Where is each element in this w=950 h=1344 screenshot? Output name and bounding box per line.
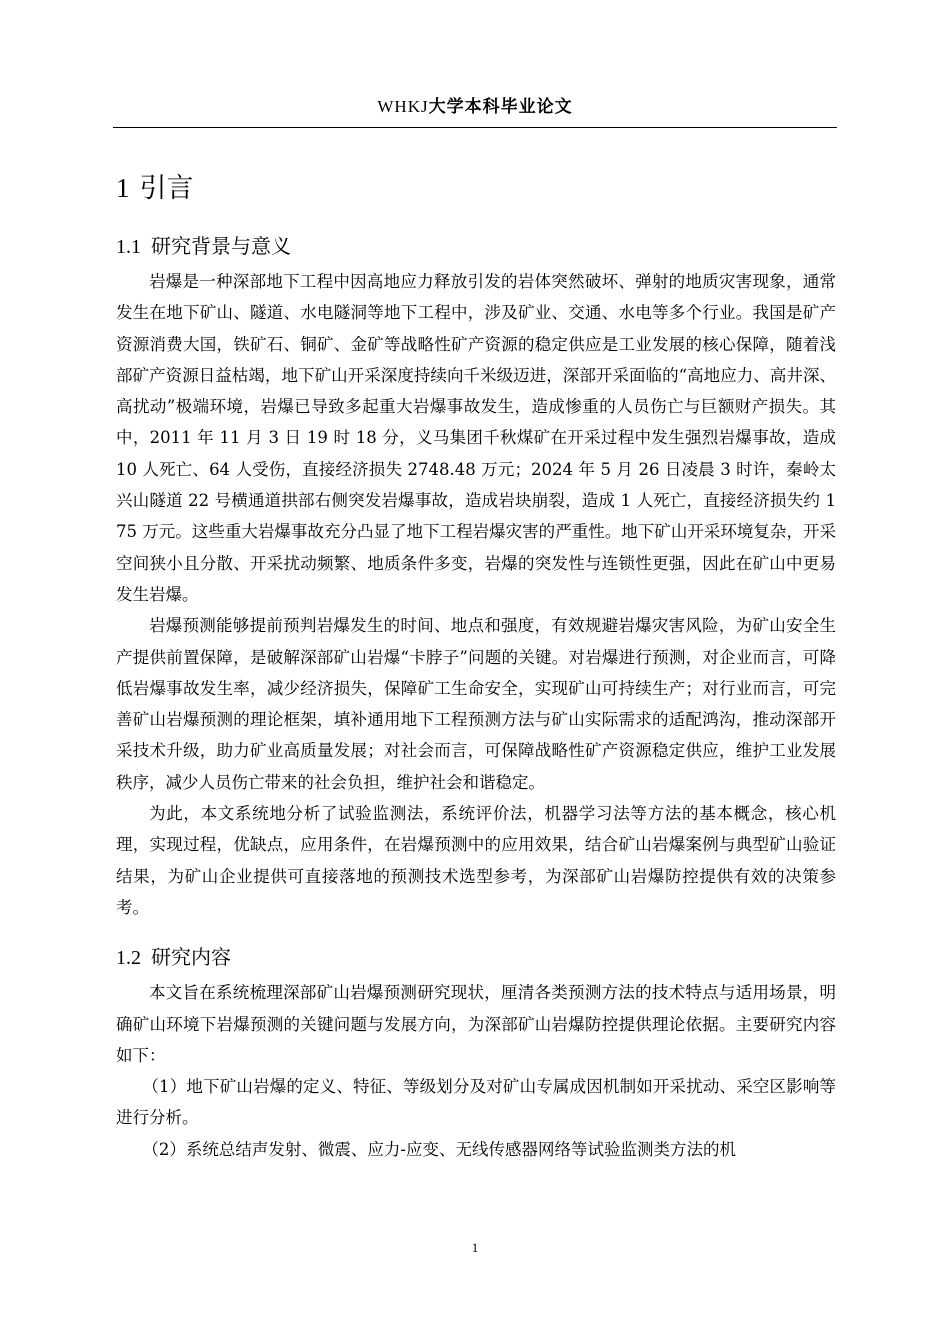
header-divider [113, 127, 837, 128]
paragraph-background: 岩爆是一种深部地下工程中因高地应力释放引发的岩体突然破坏、弹射的地质灾害现象，通常发生在地下矿山、隧道、水电隧洞等地下工程中，涉及矿业、交通、水电等多个行业。我国是矿产资源消费大国，铁矿石、铜矿、金矿等战略性矿产资源的稳定供应是工业发展的核心保障，随着浅部矿产资源日益枯竭，地下矿山开采深度持续向千米级迈进，深部开采面临的“高地应力、高井深、高扰动”极端环境，岩爆已导致多起重大岩爆事故发生，造成惨重的人员伤亡与巨额财产损失。其中，2011 年 11 月 3 日 19 时 18 分，义马集团千秋煤矿在开采过程中发生强烈岩爆事故，造成 10 人死亡、64 人受伤，直接经济损失 2748.48 万元；2024 年 5 月 26 日凌晨 3 时许，秦岭太兴山隧道 22 号横通道拱部右侧突发岩爆事故，造成岩块崩裂，造成 1 人死亡，直接经济损失约 175 万元。这些重大岩爆事故充分凸显了地下工程岩爆灾害的严重性。地下矿山开采环境复杂，开采空间狭小且分散、开采扰动频繁、地质条件多变，岩爆的突发性与连锁性更强，因此在矿山中更易发生岩爆。 [116, 272, 836, 604]
header-thesis-label: 大学本科毕业论文 [428, 97, 573, 117]
page-number: 1 [471, 1240, 479, 1255]
list-item: （2）系统总结声发射、微震、应力-应变、无线传感器网络等试验监测类方法的机 [142, 1139, 736, 1159]
section-number: 1.1 [116, 236, 141, 258]
paragraph-purpose: 为此，本文系统地分析了试验监测法，系统评价法，机器学习法等方法的基本概念，核心机理，实现过程，优缺点，应用条件，在岩爆预测中的应用效果，结合矿山岩爆案例与典型矿山验证结果，为矿山企业提供可直接落地的预测技术选型参考，为深部矿山岩爆防控提供有效的决策参考。 [116, 804, 836, 917]
paragraph-content-intro: 本文旨在系统梳理深部矿山岩爆预测研究现状，厘清各类预测方法的技术特点与适用场景，明确矿山环境下岩爆预测的关键问题与发展方向，为深部矿山岩爆防控提供理论依据。主要研究内容如下： [116, 983, 836, 1065]
chapter-number: 1 [116, 173, 130, 203]
section-number: 1.2 [116, 947, 141, 970]
section-heading-1-1 [116, 230, 836, 262]
section-heading-1-2 [116, 941, 836, 973]
header-university-code: WHKJ [377, 97, 429, 116]
chapter-heading [116, 166, 836, 210]
list-item: （1）地下矿山岩爆的定义、特征、等级划分及对矿山专属成因机制如开采扰动、采空区影响等进行分析。 [116, 1077, 836, 1128]
section-title: 研究内容 [151, 945, 231, 970]
chapter-title: 引言 [139, 173, 194, 204]
body-content [116, 166, 836, 1165]
running-header [0, 96, 950, 118]
paragraph-significance: 岩爆预测能够提前预判岩爆发生的时间、地点和强度，有效规避岩爆灾害风险，为矿山安全生产提供前置保障，是破解深部矿山岩爆“卡脖子”问题的关键。对岩爆进行预测，对企业而言，可降低岩爆事故发生率，减少经济损失，保障矿工生命安全，实现矿山可持续生产；对行业而言，可完善矿山岩爆预测的理论框架，填补通用地下工程预测方法与矿山实际需求的适配鸿沟，推动深部开采技术升级，助力矿业高质量发展；对社会而言，可保障战略性矿产资源稳定供应，维护工业发展秩序，减少人员伤亡带来的社会负担，维护社会和谐稳定。 [116, 616, 836, 792]
section-title: 研究背景与意义 [151, 234, 291, 258]
